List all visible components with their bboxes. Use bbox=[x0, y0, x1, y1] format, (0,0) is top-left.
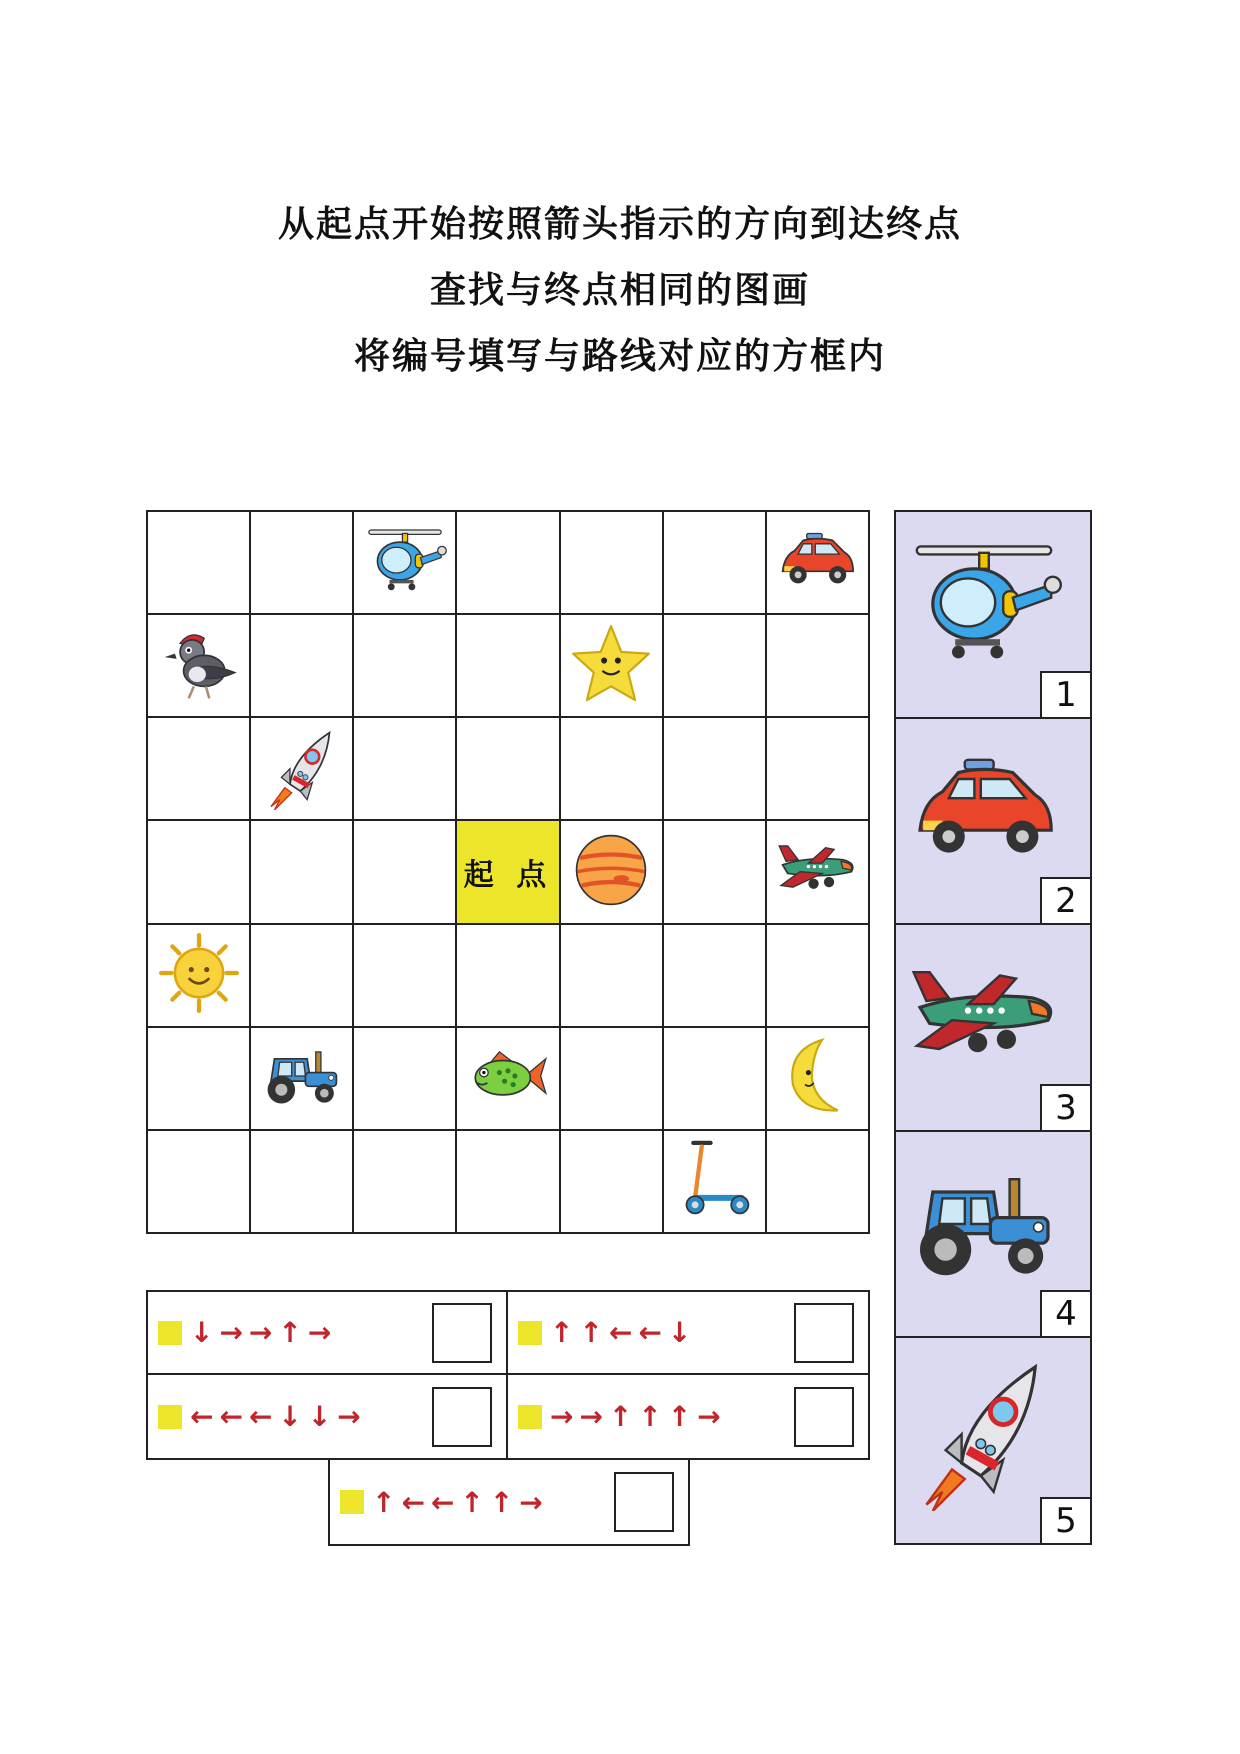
grid-cell-empty bbox=[561, 718, 664, 821]
start-cell bbox=[457, 821, 560, 924]
tractor-icon bbox=[914, 1160, 1072, 1308]
grid-cell-empty bbox=[354, 718, 457, 821]
route-arrows: ↑←←↑↑→ bbox=[372, 1485, 549, 1519]
grid-cell-empty bbox=[354, 615, 457, 718]
fish-icon bbox=[465, 1033, 551, 1123]
grid-cell-empty bbox=[251, 1131, 354, 1234]
grid-cell-empty bbox=[148, 1131, 251, 1234]
route-arrows: ←←←↓↓→ bbox=[190, 1400, 367, 1433]
grid-cell-empty bbox=[664, 512, 767, 615]
grid-cell-empty bbox=[457, 1131, 560, 1234]
route-arrows: →→↑↑↑→ bbox=[550, 1400, 727, 1433]
option-card bbox=[896, 512, 1090, 719]
route-arrows: ↓→→↑→ bbox=[190, 1316, 338, 1349]
instructions bbox=[0, 192, 1240, 390]
grid-cell-empty bbox=[457, 718, 560, 821]
start-marker bbox=[340, 1490, 364, 1514]
airplane-icon bbox=[774, 827, 860, 917]
start-marker bbox=[518, 1321, 542, 1345]
grid-cell-empty bbox=[457, 512, 560, 615]
bird-icon bbox=[156, 621, 242, 711]
grid-cell-helicopter bbox=[354, 512, 457, 615]
grid-cell-empty bbox=[664, 1028, 767, 1131]
grid-cell-star bbox=[561, 615, 664, 718]
grid-cell-empty bbox=[251, 925, 354, 1028]
start-marker bbox=[518, 1405, 542, 1429]
option-card bbox=[896, 1338, 1090, 1543]
car-icon bbox=[914, 747, 1072, 895]
airplane-icon bbox=[914, 953, 1072, 1101]
grid-cell-empty bbox=[354, 821, 457, 924]
grid-cell-empty bbox=[767, 615, 870, 718]
maze-grid bbox=[146, 510, 870, 1234]
star-icon bbox=[568, 621, 654, 711]
answer-box[interactable] bbox=[432, 1387, 492, 1447]
grid-cell-empty bbox=[767, 1131, 870, 1234]
rocket-icon bbox=[914, 1367, 1072, 1515]
grid-cell-tractor bbox=[251, 1028, 354, 1131]
grid-cell-empty bbox=[354, 1131, 457, 1234]
instruction-line-1: 从起点开始按照箭头指示的方向到达终点 bbox=[277, 204, 962, 245]
route-row bbox=[148, 1375, 508, 1458]
grid-cell-empty bbox=[354, 925, 457, 1028]
grid-cell-rocket bbox=[251, 718, 354, 821]
grid-cell-empty bbox=[148, 718, 251, 821]
instruction-line-3: 将编号填写与路线对应的方框内 bbox=[353, 336, 886, 377]
grid-cell-sun bbox=[148, 925, 251, 1028]
grid-cell-empty bbox=[664, 925, 767, 1028]
grid-cell-empty bbox=[664, 718, 767, 821]
start-marker bbox=[158, 1405, 182, 1429]
route-row bbox=[508, 1375, 868, 1458]
answer-options-panel bbox=[894, 510, 1092, 1545]
grid-cell-empty bbox=[148, 1028, 251, 1131]
moon-icon bbox=[774, 1033, 860, 1123]
grid-cell-empty bbox=[148, 821, 251, 924]
grid-cell-empty bbox=[251, 615, 354, 718]
start-label: 起 点 bbox=[463, 857, 553, 893]
grid-cell-fish bbox=[457, 1028, 560, 1131]
grid-cell-empty bbox=[561, 512, 664, 615]
helicopter-icon bbox=[362, 518, 448, 608]
option-card bbox=[896, 1132, 1090, 1339]
answer-box[interactable] bbox=[432, 1303, 492, 1363]
tractor-icon bbox=[259, 1033, 345, 1123]
option-number: 1 bbox=[1040, 671, 1092, 719]
grid-cell-empty bbox=[664, 615, 767, 718]
sun-icon bbox=[156, 930, 242, 1020]
option-card bbox=[896, 719, 1090, 926]
grid-cell-empty bbox=[251, 821, 354, 924]
planet-icon bbox=[568, 827, 654, 917]
grid-cell-planet bbox=[561, 821, 664, 924]
grid-cell-bird bbox=[148, 615, 251, 718]
grid-cell-airplane bbox=[767, 821, 870, 924]
scooter-icon bbox=[671, 1136, 757, 1226]
grid-cell-empty bbox=[251, 512, 354, 615]
grid-cell-car bbox=[767, 512, 870, 615]
grid-cell-empty bbox=[561, 1131, 664, 1234]
route-row bbox=[148, 1292, 508, 1375]
grid-cell-empty bbox=[457, 615, 560, 718]
grid-cell-empty bbox=[148, 512, 251, 615]
grid-cell-empty bbox=[664, 821, 767, 924]
grid-cell-empty bbox=[767, 925, 870, 1028]
instruction-line-2: 查找与终点相同的图画 bbox=[429, 270, 810, 311]
option-number: 4 bbox=[1040, 1290, 1092, 1338]
route-row bbox=[328, 1460, 690, 1546]
grid-cell-empty bbox=[561, 1028, 664, 1131]
answer-box[interactable] bbox=[794, 1303, 854, 1363]
answer-box[interactable] bbox=[794, 1387, 854, 1447]
grid-cell-moon bbox=[767, 1028, 870, 1131]
start-marker bbox=[158, 1321, 182, 1345]
route-panel bbox=[146, 1290, 870, 1460]
grid-cell-scooter bbox=[664, 1131, 767, 1234]
answer-box[interactable] bbox=[614, 1472, 674, 1532]
route-row bbox=[508, 1292, 868, 1375]
grid-cell-empty bbox=[767, 718, 870, 821]
option-card bbox=[896, 925, 1090, 1132]
grid-cell-empty bbox=[354, 1028, 457, 1131]
option-number: 5 bbox=[1040, 1497, 1092, 1545]
car-icon bbox=[774, 518, 860, 608]
option-number: 3 bbox=[1040, 1084, 1092, 1132]
rocket-icon bbox=[259, 724, 345, 814]
grid-cell-empty bbox=[457, 925, 560, 1028]
route-arrows: ↑↑←←↓ bbox=[550, 1316, 698, 1349]
helicopter-icon bbox=[914, 540, 1072, 688]
grid-cell-empty bbox=[561, 925, 664, 1028]
option-number: 2 bbox=[1040, 877, 1092, 925]
